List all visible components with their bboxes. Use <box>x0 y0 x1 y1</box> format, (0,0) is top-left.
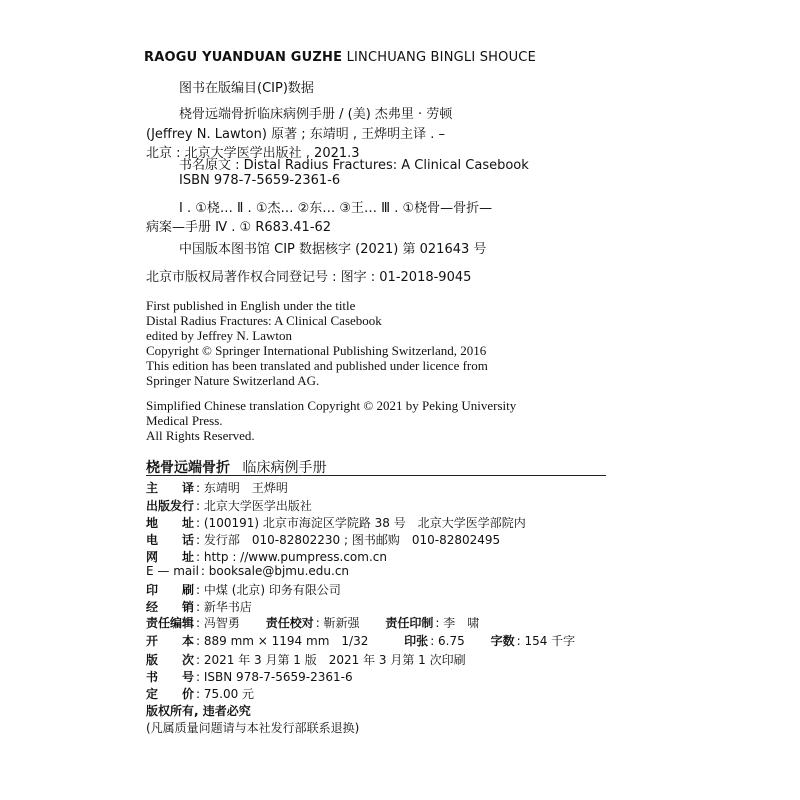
info-value: : 靳新强 <box>315 616 360 630</box>
english-notice-line: First published in English under the title <box>146 298 356 313</box>
cip-subject-line-1: Ⅰ . ①桡… Ⅱ . ①杰… ②东… ③王… Ⅲ . ①桡骨—骨折— <box>179 201 493 216</box>
info-value: : 154 千字 <box>516 634 576 648</box>
english-notice-line: This edition has been translated and published under licence from <box>146 358 488 373</box>
info-value: : booksale@bjmu.edu.cn <box>200 564 350 578</box>
cip-title-line: 桡骨远端骨折临床病例手册 / (美) 杰弗里 · 劳顿 <box>179 107 453 122</box>
info-row-website <box>146 548 387 565</box>
cip-original-title: 书名原文 : Distal Radius Fractures: A Clinical Casebook <box>179 158 529 173</box>
english-notice-line: Copyright © Springer International Publishing Switzerland, 2016 <box>146 343 487 358</box>
cip-publisher-line: 北京 : 北京大学医学出版社 , 2021.3 <box>146 146 360 161</box>
info-value: : 2021 年 3 月第 1 版 2021 年 3 月第 1 次印刷 <box>196 653 466 667</box>
english-notice-block-2 <box>146 398 516 443</box>
cip-subject-line-2: 病案—手册 Ⅳ . ① R683.41-62 <box>146 220 332 235</box>
info-row-distributor <box>146 598 252 615</box>
english-notice-line: Simplified Chinese translation Copyright © 2021 by Peking University <box>146 398 517 413</box>
info-row-edition <box>146 651 466 668</box>
english-notice-line: Springer Nature Switzerland AG. <box>146 373 320 388</box>
cip-heading: 图书在版编目(CIP)数据 <box>179 81 314 96</box>
info-row-price <box>146 685 254 702</box>
cip-author-line: (Jeffrey N. Lawton) 原著 ; 东靖明 , 王烨明主译 . – <box>146 127 446 142</box>
info-value: : 冯智勇 <box>196 616 240 630</box>
return-notice: (凡属质量问题请与本社发行部联系退换) <box>146 721 360 735</box>
info-value: : ISBN 978-7-5659-2361-6 <box>196 670 353 684</box>
info-row-address <box>146 514 526 531</box>
info-label: E — mail <box>146 564 199 578</box>
copyright-registration: 北京市版权局著作权合同登记号 : 图字 : 01-2018-9045 <box>146 270 472 285</box>
info-label: 责任印制 <box>385 616 434 630</box>
info-value: : http : //www.pumpress.com.cn <box>196 550 387 564</box>
info-label: 字数 <box>490 634 515 648</box>
english-notice-line: All Rights Reserved. <box>146 428 255 443</box>
english-notice-block-1 <box>146 298 488 388</box>
info-label: 主 译 <box>146 481 195 495</box>
info-row-editors <box>146 614 479 631</box>
book-title <box>146 457 326 477</box>
info-row-format <box>146 632 575 649</box>
info-value: : 6.75 <box>430 634 465 648</box>
info-label: 定 价 <box>146 687 195 701</box>
info-row-email <box>146 564 349 578</box>
english-notice-line: Medical Press. <box>146 413 223 428</box>
info-row-phone <box>146 531 500 548</box>
info-label: 版 次 <box>146 653 195 667</box>
info-value: : (100191) 北京市海淀区学院路 38 号 北京大学医学部院内 <box>196 516 526 530</box>
info-value: : 北京大学医学出版社 <box>196 499 312 513</box>
pinyin-title-part2: LINCHUANG BINGLI SHOUCE <box>346 50 536 65</box>
info-label: 印 刷 <box>146 583 195 597</box>
info-value: : 889 mm × 1194 mm 1/32 <box>196 634 369 648</box>
info-label: 地 址 <box>146 516 195 530</box>
pinyin-title <box>144 50 536 65</box>
info-label: 电 话 <box>146 533 195 547</box>
info-label: 网 址 <box>146 550 195 564</box>
info-value: : 东靖明 王烨明 <box>196 481 288 495</box>
cip-isbn: ISBN 978-7-5659-2361-6 <box>179 173 341 188</box>
pinyin-title-part1: RAOGU YUANDUAN GUZHE <box>144 50 343 65</box>
info-label: 出版发行 <box>146 499 195 513</box>
info-row-printer <box>146 581 341 598</box>
info-value: : 中煤 (北京) 印务有限公司 <box>196 583 341 597</box>
cip-data-number: 中国版本图书馆 CIP 数据核字 (2021) 第 021643 号 <box>179 242 487 257</box>
info-value: : 新华书店 <box>196 600 252 614</box>
info-row-translator <box>146 479 288 496</box>
rights-statement: 版权所有, 违者必究 <box>146 704 251 718</box>
info-label: 责任编辑 <box>146 616 195 630</box>
info-row-publisher <box>146 497 312 514</box>
info-label: 责任校对 <box>265 616 314 630</box>
info-label: 印张 <box>404 634 429 648</box>
info-value: : 75.00 元 <box>196 687 255 701</box>
info-value: : 发行部 010-82802230 ; 图书邮购 010-82802495 <box>196 533 501 547</box>
book-title-sub: 临床病例手册 <box>242 460 327 476</box>
info-value: : 李 啸 <box>435 616 480 630</box>
info-label: 书 号 <box>146 670 195 684</box>
english-notice-line: edited by Jeffrey N. Lawton <box>146 328 292 343</box>
info-label: 开 本 <box>146 634 195 648</box>
info-row-isbn <box>146 668 353 685</box>
english-notice-line: Distal Radius Fractures: A Clinical Casebook <box>146 313 382 328</box>
info-label: 经 销 <box>146 600 195 614</box>
title-divider <box>146 475 606 476</box>
book-title-main: 桡骨远端骨折 <box>146 460 230 476</box>
